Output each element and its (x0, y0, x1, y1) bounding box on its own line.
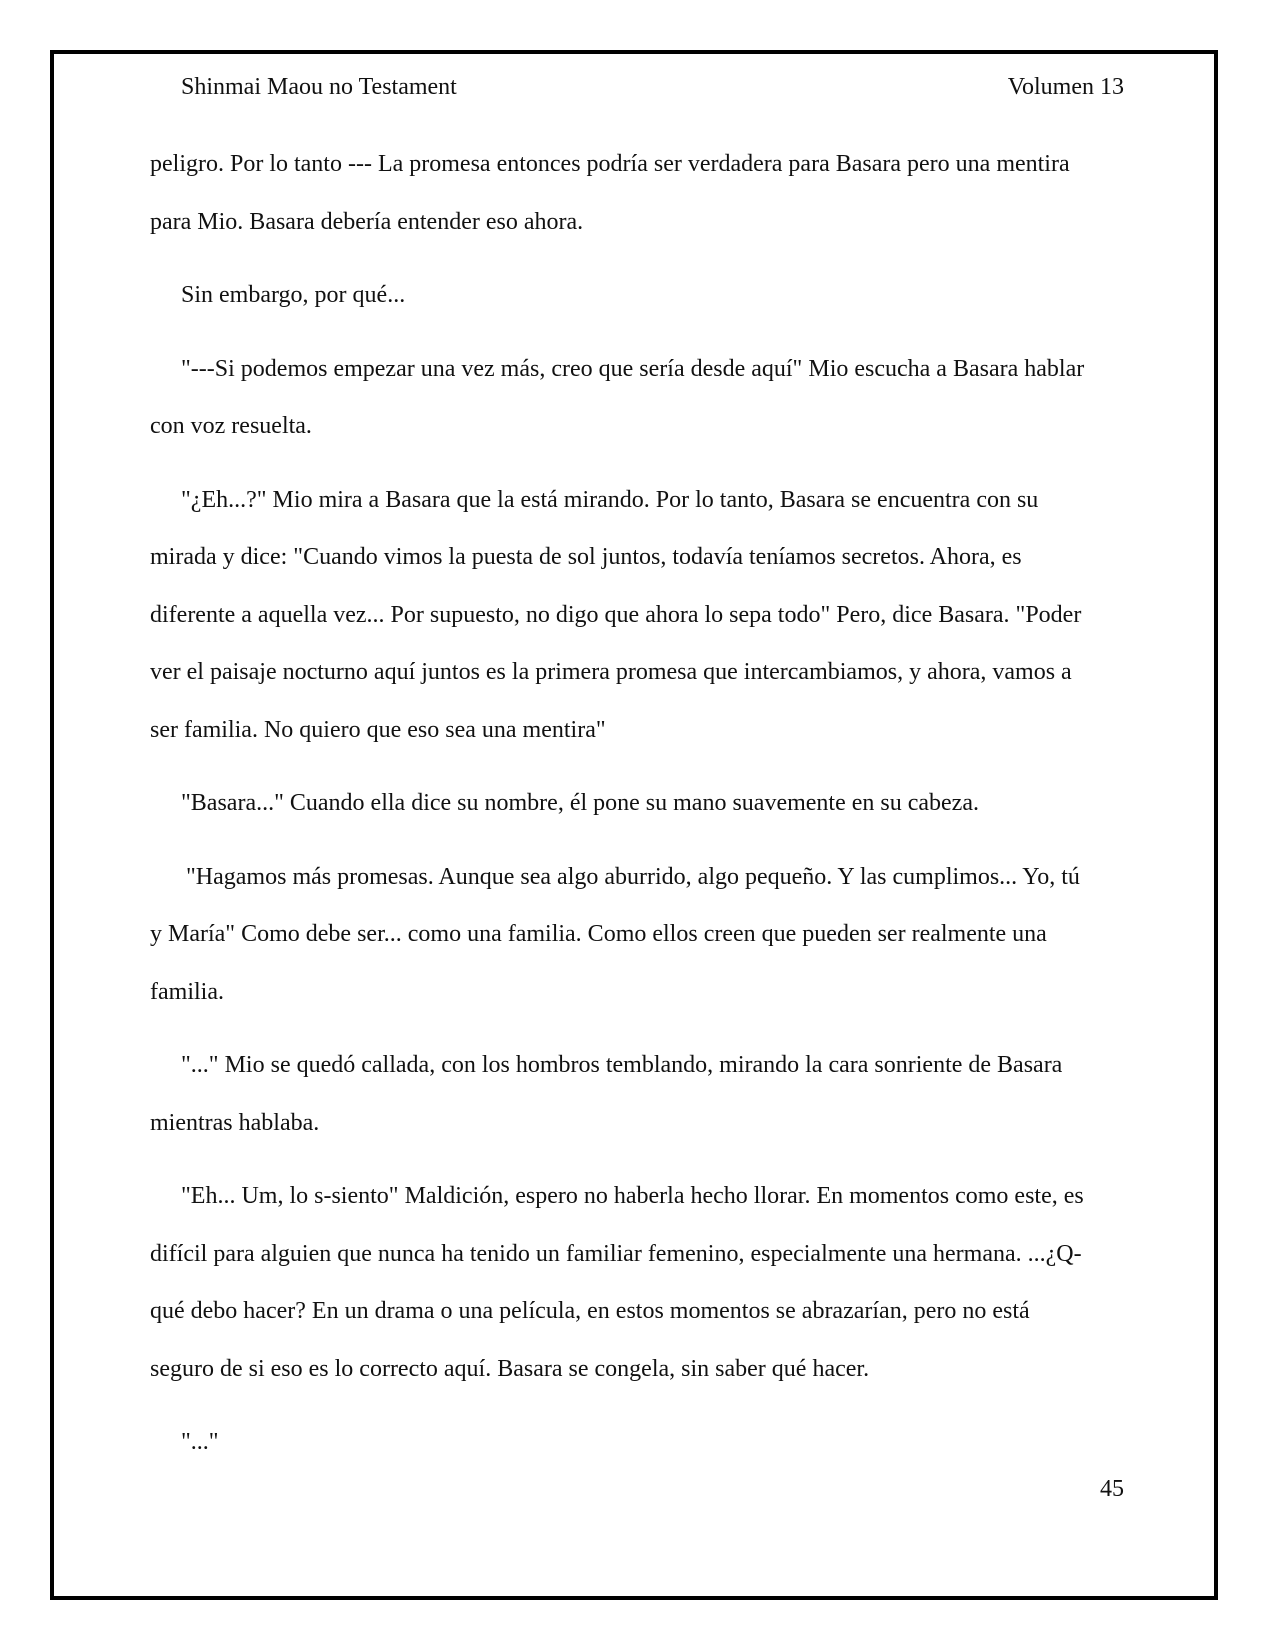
paragraph (150, 267, 1125, 325)
paragraph (150, 341, 1125, 456)
text-line: "¿Eh...?" Mio mira a Basara que la está mirando. Por lo tanto, Basara se encuentra con su (181, 486, 1039, 513)
text-line: qué debo hacer? En un drama o una película, en estos momentos se abrazarían, pero no está (150, 1298, 1030, 1324)
paragraph (150, 136, 1125, 251)
text-line: mientras hablaba. (150, 1109, 320, 1136)
paragraph (150, 775, 1125, 833)
paragraph (150, 1168, 1125, 1398)
text-line: seguro de si eso es lo correcto aquí. Basara se congela, sin saber qué hacer. (150, 1355, 870, 1382)
text-line: y María" Como debe ser... como una familia. Como ellos creen que pueden ser realmente una (150, 921, 1047, 947)
text-line: "---Si podemos empezar una vez más, creo que sería desde aquí" Mio escucha a Basara hablar (181, 355, 1085, 382)
text-line: diferente a aquella vez... Por supuesto, no digo que ahora lo sepa todo" Pero, dice Basara. "Poder (150, 601, 1082, 628)
text-line: para Mio. Basara debería entender eso ahora. (150, 208, 584, 235)
text-line: Sin embargo, por qué... (181, 282, 406, 308)
text-line: ver el paisaje nocturno aquí juntos es la primera promesa que intercambiamos, y ahora, vamos a (150, 659, 1072, 685)
text-line: "Eh... Um, lo s-siento" Maldición, espero no haberla hecho llorar. En momentos como este, es (181, 1183, 1084, 1209)
text-line: "Basara..." Cuando ella dice su nombre, él pone su mano suavemente en su cabeza. (181, 790, 979, 816)
text-line: mirada y dice: "Cuando vimos la puesta de sol juntos, todavía teníamos secretos. Ahora, es (150, 544, 1022, 570)
text-line: "..." Mio se quedó callada, con los hombros temblando, mirando la cara sonriente de Basara (181, 1052, 1063, 1078)
book-title-header: Shinmai Maou no Testament (181, 74, 457, 100)
text-line: peligro. Por lo tanto --- La promesa entonces podría ser verdadera para Basara pero una mentira (150, 151, 1070, 177)
paragraph (150, 849, 1125, 1022)
text-line: "..." (181, 1429, 219, 1455)
text-line: con voz resuelta. (150, 413, 312, 439)
body-text (150, 136, 1125, 1488)
paragraph (150, 1037, 1125, 1152)
text-line: ser familia. No quiero que eso sea una mentira" (150, 716, 606, 743)
text-line: familia. (150, 978, 224, 1005)
volume-header: Volumen 13 (1007, 74, 1124, 100)
paragraph (150, 1414, 1125, 1472)
text-line: difícil para alguien que nunca ha tenido un familiar femenino, especialmente una hermana. ...¿Q- (150, 1240, 1082, 1267)
page-number: 45 (1100, 1476, 1124, 1502)
paragraph (150, 472, 1125, 760)
text-line: "Hagamos más promesas. Aunque sea algo aburrido, algo pequeño. Y las cumplimos... Yo, tú (186, 863, 1080, 890)
